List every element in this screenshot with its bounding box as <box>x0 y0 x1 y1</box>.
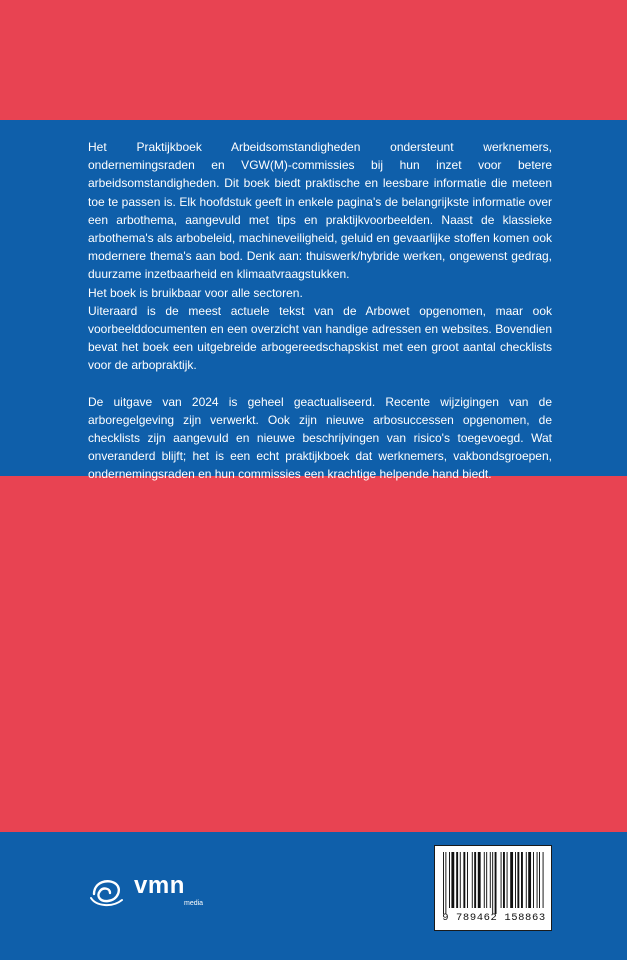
barcode-bar <box>451 852 454 908</box>
barcode-bar <box>539 852 540 908</box>
middle-red-band <box>0 476 627 832</box>
top-red-band <box>0 0 627 120</box>
vmn-swirl-logo-icon <box>88 874 128 910</box>
barcode-bar <box>517 852 519 908</box>
blurb-paragraph: Het boek is bruikbaar voor alle sectoren. <box>88 285 303 300</box>
barcode-bar <box>463 852 465 908</box>
barcode-bar <box>510 852 513 908</box>
barcode-bar <box>515 852 516 908</box>
barcode-bar <box>521 852 523 908</box>
barcode-bar <box>445 852 446 914</box>
barcode-bars <box>443 852 545 914</box>
barcode-bar <box>472 852 473 908</box>
publisher-logo <box>88 872 208 912</box>
barcode-bar <box>484 852 485 908</box>
barcode-bar <box>492 852 493 914</box>
publisher-logo-sub: media <box>184 900 204 907</box>
publisher-logo-word: vmn <box>134 872 185 899</box>
blurb-paragraph: Uiteraard is de meest actuele tekst van de Arbowet opgenomen, maar ook voorbeelddocumenten en een overzicht van handige adressen en websites. Bovendien bevat het boek een uitgebreide arbogereedschapskist met een groot aantal checklists voor de arbopraktijk. <box>88 303 552 373</box>
barcode-bar <box>449 852 450 908</box>
isbn-number: 9 789462 158863 <box>442 912 546 924</box>
barcode-bar <box>478 852 481 908</box>
blurb-paragraph: Het Praktijkboek Arbeidsomstandigheden ondersteunt werknemers, ondernemingsraden en VGW(M)-commissies bij hun inzet voor betere arbeidsomstandigheden. Dit boek biedt praktische en leesbare informatie die meteen toe te passen is. Elk hoofdstuk geeft in enkele pagina's de belangrijkste informatie over een arbothema, aangevuld met tips en praktijkvoorbeelden. Naast de klassieke arbothema's als arbobeleid, machineveiligheid, geluid en gevaarlijke stoffen komen ook modernere thema's aan bod. Denk aan: thuiswerk/hybride werken, ongewenst gedrag, duurzame inzetbaarheid en klimaatvraagstukken. <box>88 140 552 282</box>
barcode-bar <box>501 852 502 908</box>
barcode-bar <box>486 852 487 908</box>
barcode-bar <box>526 852 527 908</box>
barcode-bar <box>543 852 544 908</box>
barcode-bar <box>495 852 497 914</box>
barcode-bar <box>474 852 476 908</box>
blurb-paragraph: De uitgave van 2024 is geheel geactualiseerd. Recente wijzigingen van de arboregelgeving zijn verwerkt. Ook zijn nieuwe arbosuccessen opgenomen, de checklists zijn aangevuld en nieuwe beschrijvingen van risico's toegevoegd. Wat onveranderd blijft; het is een echt praktijkboek dat werknemers, vakbondsgroepen, ondernemingsraden en hun commissies een krachtige helpende hand biedt. <box>88 394 552 482</box>
barcode-bar <box>443 852 444 914</box>
back-cover-blurb <box>88 138 552 484</box>
barcode-bar <box>537 852 538 908</box>
barcode-bar <box>456 852 458 908</box>
barcode-bar <box>528 852 531 908</box>
barcode-bar <box>460 852 461 908</box>
barcode-bar <box>533 852 534 908</box>
barcode-bar <box>490 852 491 908</box>
barcode-bar <box>503 852 505 908</box>
barcode-bar <box>467 852 468 908</box>
isbn-barcode <box>434 845 552 931</box>
barcode-bar <box>507 852 508 908</box>
